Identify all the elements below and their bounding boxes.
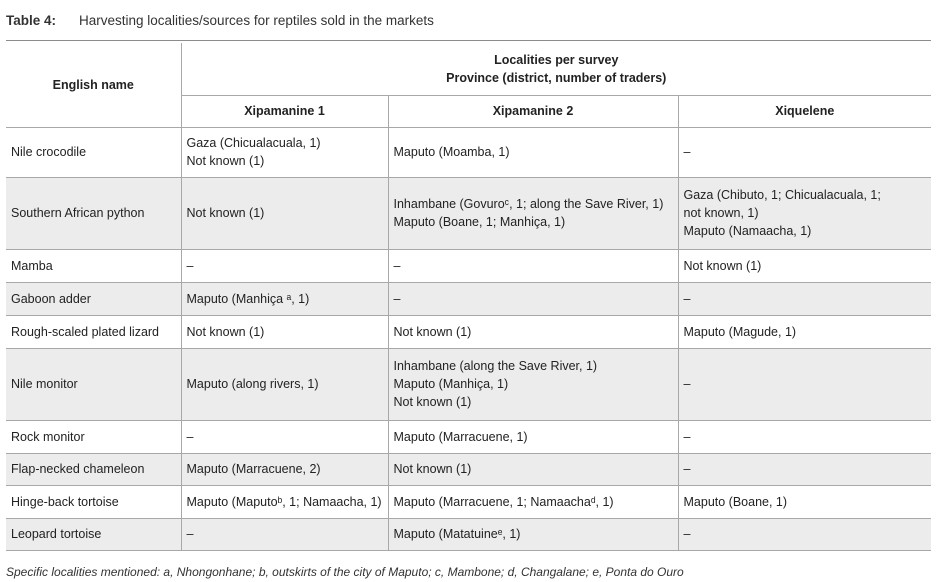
locality-cell	[678, 177, 931, 249]
locality-cell	[678, 315, 931, 348]
locality-line: Inhambane (along the Save River, 1)	[393, 359, 598, 373]
locality-cell	[678, 249, 931, 282]
locality-line: Maputo (Boane, 1)	[683, 494, 788, 509]
species-name-cell: Rough-scaled plated lizard	[6, 315, 181, 348]
locality-line: –	[186, 527, 194, 541]
species-name-cell: Nile monitor	[6, 348, 181, 420]
locality-cell	[181, 453, 388, 485]
locality-line: –	[186, 429, 194, 444]
locality-line: Maputo (Moamba, 1)	[393, 145, 510, 159]
locality-cell	[181, 315, 388, 348]
species-name-cell: Southern African python	[6, 177, 181, 249]
locality-line: –	[393, 291, 401, 306]
locality-line: Maputo (Maputoᵇ, 1; Namaacha, 1)	[186, 494, 382, 509]
table-row	[6, 282, 931, 315]
locality-cell	[678, 453, 931, 485]
locality-cell	[388, 348, 678, 420]
header-group-line1: Localities per survey	[494, 52, 619, 67]
locality-cell	[181, 127, 388, 177]
locality-cell	[388, 518, 678, 550]
table-row	[6, 348, 931, 420]
locality-line: Not known (1)	[393, 395, 472, 409]
locality-line: Maputo (Marracuene, 1; Namaachaᵈ, 1)	[393, 494, 614, 509]
table-caption-label: Table 4:	[6, 13, 57, 28]
locality-line: Maputo (Namaacha, 1)	[683, 224, 812, 238]
locality-line: –	[683, 527, 691, 541]
locality-line: –	[393, 258, 401, 273]
locality-line: –	[683, 429, 691, 444]
locality-cell	[388, 485, 678, 518]
locality-cell	[181, 249, 388, 282]
locality-cell	[678, 127, 931, 177]
locality-line: Maputo (Marracuene, 1)	[393, 429, 528, 444]
table-caption	[6, 12, 434, 30]
locality-line: Not known (1)	[393, 324, 472, 339]
species-name-cell: Mamba	[6, 249, 181, 282]
locality-line: Maputo (along rivers, 1)	[186, 377, 319, 391]
locality-cell	[388, 453, 678, 485]
locality-line: –	[683, 145, 691, 159]
locality-cell	[388, 282, 678, 315]
locality-line: Maputo (Boane, 1; Manhiça, 1)	[393, 215, 566, 229]
species-name-cell: Hinge-back tortoise	[6, 485, 181, 518]
locality-line: Not known (1)	[683, 258, 762, 273]
locality-line: Maputo (Manhiça ᵃ, 1)	[186, 291, 310, 306]
table-caption-text: Harvesting localities/sources for reptiles sold in the markets	[79, 13, 434, 28]
locality-cell	[181, 420, 388, 453]
table-row	[6, 420, 931, 453]
locality-line: Gaza (Chicualacuala, 1)	[186, 136, 321, 150]
header-localities-group	[181, 43, 931, 95]
table-row	[6, 127, 931, 177]
locality-cell	[181, 177, 388, 249]
locality-line: Maputo (Marracuene, 2)	[186, 462, 321, 476]
table-body	[6, 127, 931, 550]
locality-cell	[678, 518, 931, 550]
locality-cell	[181, 282, 388, 315]
table-row	[6, 315, 931, 348]
table-row	[6, 485, 931, 518]
header-xipamanine-1: Xipamanine 1	[181, 95, 388, 127]
table-row	[6, 518, 931, 550]
locality-line: Not known (1)	[186, 154, 265, 168]
species-name-cell: Rock monitor	[6, 420, 181, 453]
locality-cell	[181, 348, 388, 420]
locality-cell	[181, 485, 388, 518]
locality-line: Not known (1)	[186, 206, 265, 220]
locality-line: not known, 1)	[683, 206, 759, 220]
species-name-cell: Nile crocodile	[6, 127, 181, 177]
locality-cell	[181, 518, 388, 550]
table-footnote: Specific localities mentioned: a, Nhongonhane; b, outskirts of the city of Maputo; c, Mambone; d, Changalane; e, Ponta do Ouro	[6, 565, 684, 579]
header-group-line2: Province (district, number of traders)	[446, 70, 667, 85]
locality-cell	[388, 177, 678, 249]
locality-line: Maputo (Manhiça, 1)	[393, 377, 509, 391]
locality-cell	[388, 249, 678, 282]
locality-line: Gaza (Chibuto, 1; Chicualacuala, 1;	[683, 188, 881, 202]
header-xipamanine-2: Xipamanine 2	[388, 95, 678, 127]
species-name-cell: Flap-necked chameleon	[6, 453, 181, 485]
locality-cell	[678, 420, 931, 453]
reptile-localities-table	[6, 43, 931, 551]
locality-line: –	[683, 377, 691, 391]
locality-cell	[678, 348, 931, 420]
header-xiquelene: Xiquelene	[678, 95, 931, 127]
species-name-cell: Leopard tortoise	[6, 518, 181, 550]
locality-cell	[388, 315, 678, 348]
locality-cell	[678, 282, 931, 315]
table-row	[6, 453, 931, 485]
locality-line: Inhambane (Govuroᶜ, 1; along the Save River, 1)	[393, 197, 664, 211]
header-english-name: English name	[6, 43, 181, 127]
locality-line: Maputo (Magude, 1)	[683, 324, 797, 339]
table-row	[6, 177, 931, 249]
locality-line: –	[186, 258, 194, 273]
species-name-cell: Gaboon adder	[6, 282, 181, 315]
table-top-rule	[6, 40, 931, 41]
locality-line: Not known (1)	[393, 462, 472, 476]
locality-line: Maputo (Matatuineᵉ, 1)	[393, 527, 521, 541]
table-row	[6, 249, 931, 282]
locality-cell	[388, 420, 678, 453]
locality-line: –	[683, 462, 691, 476]
locality-line: Not known (1)	[186, 324, 265, 339]
locality-line: –	[683, 291, 691, 306]
locality-cell	[678, 485, 931, 518]
locality-cell	[388, 127, 678, 177]
